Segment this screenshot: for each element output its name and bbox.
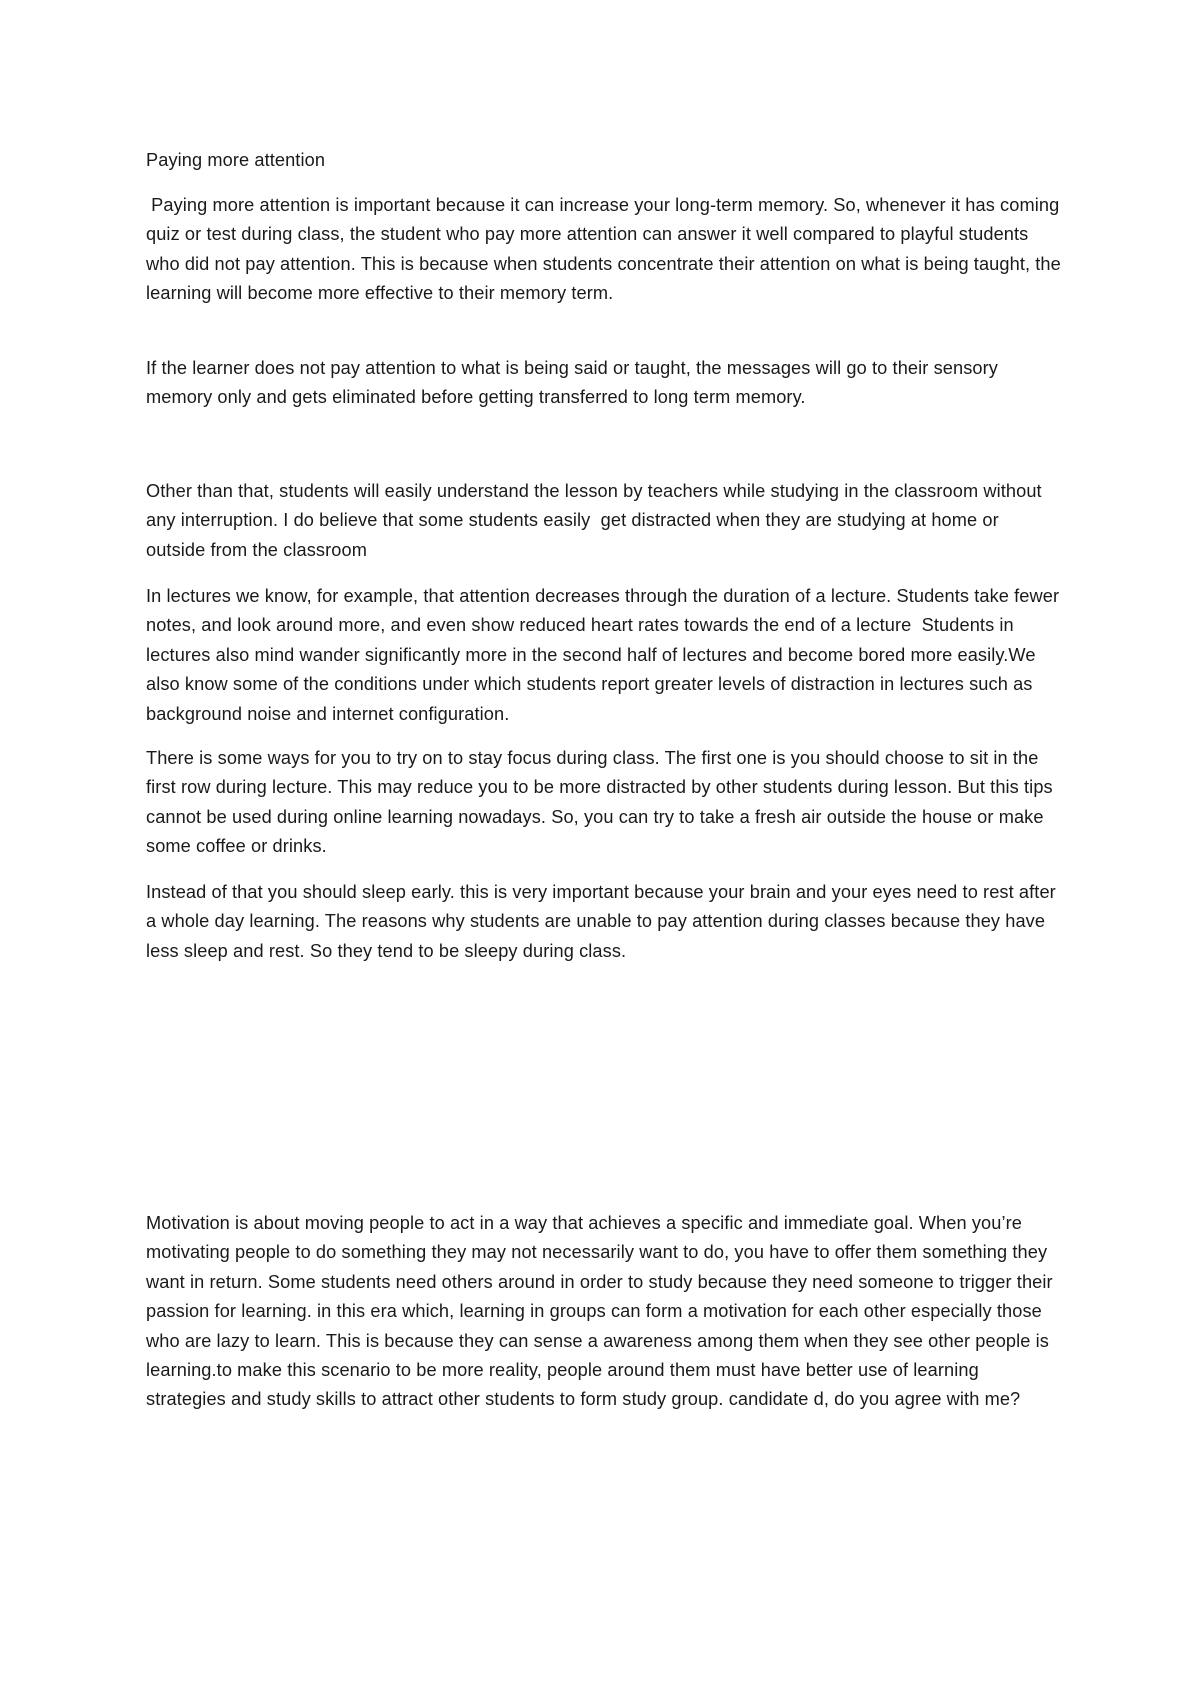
document-title: Paying more attention [146, 150, 326, 170]
paragraph-focus-tips: There is some ways for you to try on to stay focus during class. The first one is you should choose to sit in the first row during lecture. This may reduce you to be more distracted by other students during lesson. But this tips cannot be used during online learning nowadays. So, you can try to take a fresh air outside the house or make some coffee or drinks. [146, 748, 1058, 857]
paragraph-importance: Paying more attention is important because it can increase your long-term memory. So, whenever it has coming quiz or test during class, the student who pay more attention can answer it well compared to playful students who did not pay attention. This is because when students concentrate their attention on what is being taught, the learning will become more effective to their memory term. [146, 195, 1067, 304]
paragraph-lectures: In lectures we know, for example, that attention decreases through the duration of a lecture. Students take fewer notes, and look around more, and even show reduced heart rates towards the end of a lecture Students in lectures also mind wander significantly more in the second half of lectures and become bored more easily.We also know some of the conditions under which students report greater levels of distraction in lectures such as background noise and internet configuration. [146, 586, 1065, 724]
paragraph-motivation: Motivation is about moving people to act in a way that achieves a specific and immediate goal. When you’re motivating people to do something they may not necessarily want to do, you have to offer them something they want in return. Some students need others around in order to study because they need someone to trigger their passion for learning. in this era which, learning in groups can form a motivation for each other especially those who are lazy to learn. This is because they can sense a awareness among them when they see other people is learning.to make this scenario to be more reality, people around them must have better use of learning strategies and study skills to attract other students to form study group. candidate d, do you agree with me? [146, 1213, 1058, 1410]
paragraph-classroom: Other than that, students will easily understand the lesson by teachers while studying in the classroom without any interruption. I do believe that some students easily get distracted when they are studying at home or outside from the classroom [146, 481, 1047, 560]
paragraph-sensory-memory: If the learner does not pay attention to what is being said or taught, the messages will go to their sensory memory only and gets eliminated before getting transferred to long term memory. [146, 358, 1004, 408]
paragraph-sleep: Instead of that you should sleep early. this is very important because your brain and your eyes need to rest after a whole day learning. The reasons why students are unable to pay attention during classes because they have less sleep and rest. So they tend to be sleepy during class. [146, 882, 1061, 961]
